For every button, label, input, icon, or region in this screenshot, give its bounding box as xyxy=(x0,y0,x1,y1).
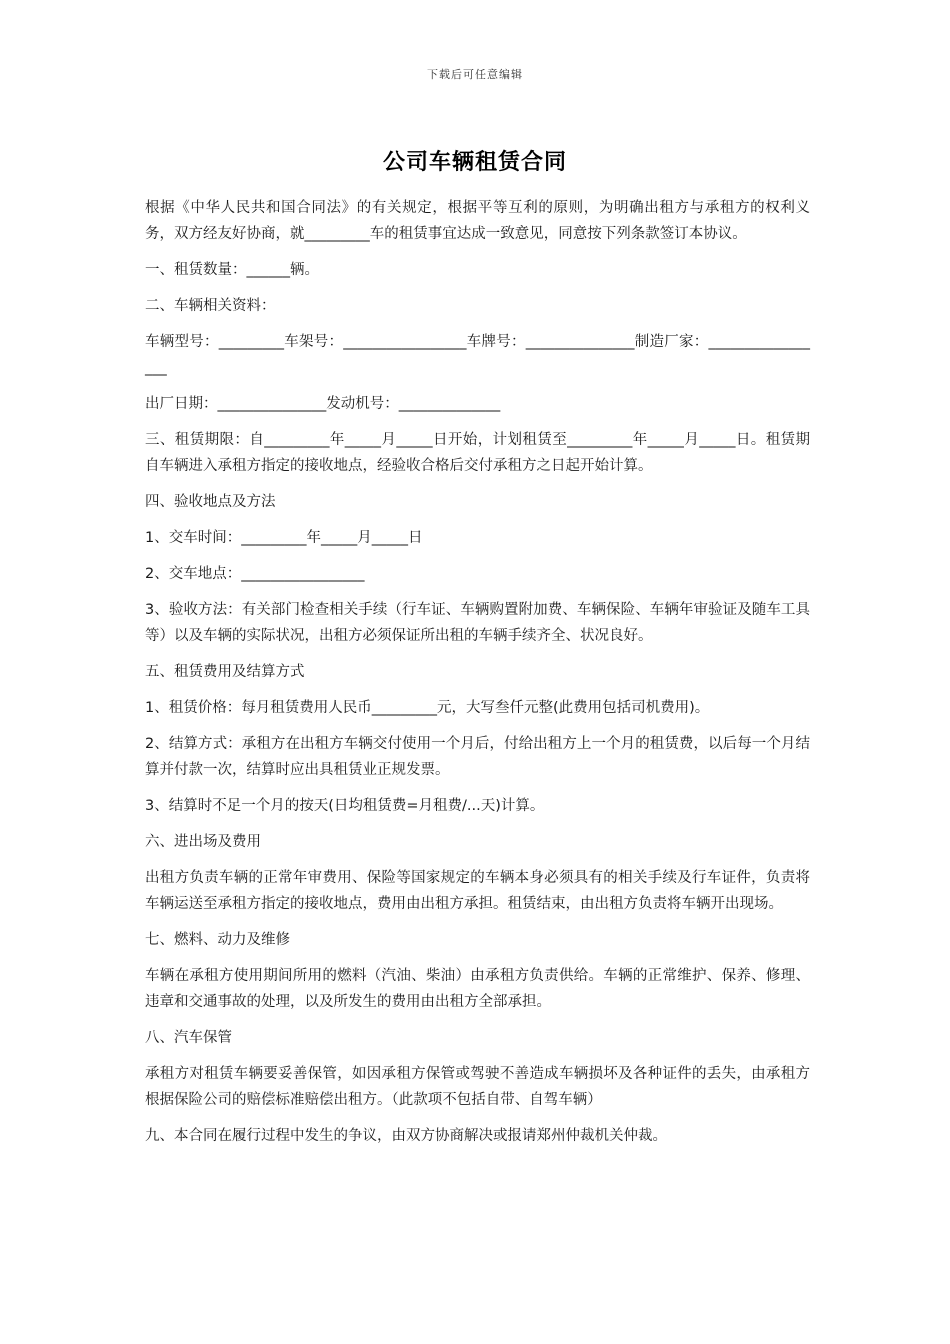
paragraph-4-1: 1、交车时间：_________年_____月_____日 xyxy=(145,530,423,546)
paragraph-8-body: 承租方对租赁车辆要妥善保管，如因承租方保管或驾驶不善造成车辆损坏及各种证件的丢失，由承租方根据保险公司的赔偿标准赔偿出租方。（此款项不包括自带、自驾车辆） xyxy=(145,1066,810,1108)
paragraph-preamble: 根据《中华人民共和国合同法》的有关规定，根据平等互利的原则，为明确出租方与承租方的权利义务，双方经友好协商，就_________车的租赁事宜达成一致意见，同意按下列条款签订本协议。 xyxy=(145,200,810,242)
paragraph-section-7: 七、燃料、动力及维修 xyxy=(145,932,290,948)
paragraph-section-8: 八、汽车保管 xyxy=(145,1030,232,1046)
paragraph-4-2: 2、交车地点：_________________ xyxy=(145,566,365,582)
paragraph-5-3: 3、结算时不足一个月的按天(日均租赁费=月租费/...天)计算。 xyxy=(145,798,545,814)
paragraph-6-body: 出租方负责车辆的正常年审费用、保险等国家规定的车辆本身必须具有的相关手续及行车证件，负责将车辆运送至承租方指定的接收地点，费用由出租方承担。租赁结束，由出租方负责将车辆开出现场。 xyxy=(145,870,810,912)
paragraph-4-3: 3、验收方法：有关部门检查相关手续（行车证、车辆购置附加费、车辆保险、车辆年审验证及随车工具等）以及车辆的实际状况，出租方必须保证所出租的车辆手续齐全、状况良好。 xyxy=(145,602,810,644)
paragraph-7-body: 车辆在承租方使用期间所用的燃料（汽油、柴油）由承租方负责供给。车辆的正常维护、保养、修理、违章和交通事故的处理，以及所发生的费用由出租方全部承担。 xyxy=(145,968,810,1010)
paragraph-factory-info: 出厂日期：_______________发动机号：______________ xyxy=(145,396,501,412)
document-title: 公司车辆租赁合同 xyxy=(382,150,567,175)
paragraph-section-2: 二、车辆相关资料： xyxy=(145,298,276,314)
paragraph-section-3: 三、租赁期限：自_________年_____月_____日开始，计划租赁至_________年_____月_____日。租赁期自车辆进入承租方指定的接收地点，经验收合格后交付承租方之日起开始计算。 xyxy=(145,432,810,474)
paragraph-section-4: 四、验收地点及方法 xyxy=(145,494,276,510)
paragraph-5-1: 1、租赁价格：每月租赁费用人民币_________元，大写叁仟元整(此费用包括司机费用)。 xyxy=(145,700,710,716)
paragraph-section-5: 五、租赁费用及结算方式 xyxy=(145,664,305,680)
paragraph-section-6: 六、进出场及费用 xyxy=(145,834,261,850)
paragraph-section-9: 九、本合同在履行过程中发生的争议，由双方协商解决或报请郑州仲裁机关仲裁。 xyxy=(145,1128,667,1144)
paragraph-section-1: 一、租赁数量：______辆。 xyxy=(145,262,319,278)
paragraph-vehicle-info: 车辆型号：_________车架号：_________________车牌号：_______________制造厂家：_________________ xyxy=(145,334,810,376)
paragraph-5-2: 2、结算方式：承租方在出租方车辆交付使用一个月后，付给出租方上一个月的租赁费，以后每一个月结算并付款一次，结算时应出具租赁业正规发票。 xyxy=(145,736,810,778)
header-note: 下载后可任意编辑 xyxy=(427,68,523,81)
document-body xyxy=(145,195,810,1159)
